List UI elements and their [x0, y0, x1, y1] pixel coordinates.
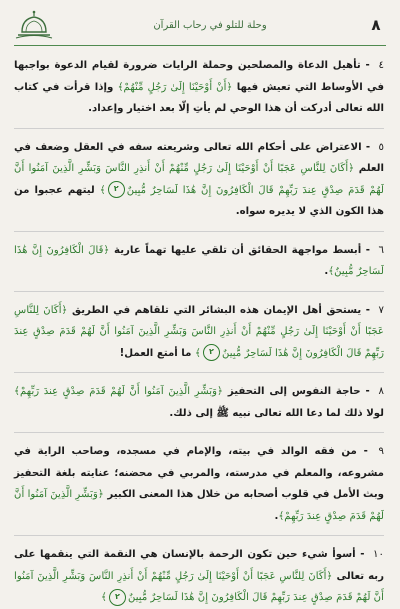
paragraph-7	[14, 544, 384, 609]
paragraph-number: ٨	[378, 386, 384, 397]
paragraph-text: - حاجة النفوس إلى التحفيز	[223, 386, 375, 397]
page-header	[14, 8, 386, 42]
paragraph-text: - أبسط مواجهة الحقائق أن تلقي عليها تهماً عارية	[109, 244, 375, 256]
page-content	[14, 55, 385, 603]
ayah-number-marker: ٢	[203, 344, 220, 361]
page-number: ٨	[371, 16, 381, 34]
quran-verse: ﴿أَكَانَ لِلنَّاسِ عَجَبًا أَنْ أَوْحَيْنَا إِلَىٰ رَجُلٍ مِّنْهُمْ أَنْ أَنذِرِ النَّاسَ وَبَشِّرِ الَّذِينَ آمَنُوا أَنَّ لَهُمْ قَدَمَ صِدْقٍ عِندَ رَبِّهِمْ قَالَ الْكَافِرُونَ إِنَّ هَٰذَا لَسَاحِرٌ مُّبِينٌ	[14, 570, 384, 603]
paragraph-6	[14, 441, 384, 527]
paragraph-text: لولا ذلك لما دعا الله تعالى نبيه ﷺ إلى ذلك.	[169, 407, 384, 419]
ayah-number-marker: ٢	[108, 181, 125, 198]
quran-verse: ﴾	[99, 184, 106, 196]
paragraph-separator	[14, 128, 384, 129]
paragraph-body	[14, 446, 384, 522]
paragraph-text: .	[324, 266, 329, 277]
paragraph-text: - الاعتراض على أحكام الله تعالى وشريعته سفه في العقل وضعف في العلم	[14, 141, 384, 174]
paragraph-separator	[14, 432, 384, 433]
ayah-number-marker: ٢	[109, 589, 126, 606]
header-divider	[14, 45, 386, 46]
paragraph-number: ٦	[378, 244, 384, 256]
paragraph-text: - تأهيل الدعاة والمصلحين وحملة الرايات ضرورة لقيام الدعوة بواجبها في الأوساط التي تعيش فيها	[14, 60, 385, 93]
quran-verse: ﴾	[100, 592, 107, 603]
paragraph-text: - أسوأ شيء حين تكون الرحمة بالإنسان هي النقمة التي ينقمها على ربه تعالى	[14, 549, 384, 582]
quran-verse: ﴾	[194, 347, 201, 359]
paragraph-separator	[14, 231, 384, 232]
paragraph-body	[14, 245, 384, 278]
paragraph-number: ٥	[378, 141, 384, 153]
paragraph-number: ١٠	[373, 549, 384, 560]
paragraph-text: .	[274, 510, 279, 522]
paragraph-number: ٤	[378, 60, 384, 71]
paragraph-body	[14, 305, 384, 359]
paragraph-separator	[14, 535, 384, 536]
paragraph-3	[14, 240, 384, 283]
quran-verse: ﴿وَبَشِّرِ الَّذِينَ آمَنُوا أَنَّ لَهُمْ قَدَمَ صِدْقٍ عِندَ رَبِّهِمْ﴾	[14, 386, 224, 397]
paragraph-5	[14, 381, 384, 424]
paragraph-body	[14, 549, 384, 603]
paragraph-body	[14, 60, 384, 114]
quran-verse: ﴿أَكَانَ لِلنَّاسِ عَجَبًا أَنْ أَوْحَيْنَا إِلَىٰ رَجُلٍ مِّنْهُمْ أَنْ أَنذِرِ النَّاسَ وَبَشِّرِ الَّذِينَ آمَنُوا أَنَّ لَهُمْ قَدَمَ صِدْقٍ عِندَ رَبِّهِمْ قَالَ الْكَافِرُونَ إِنَّ هَٰذَا لَسَاحِرٌ مُّبِينٌ	[14, 304, 384, 359]
paragraph-text: - يستحق أهل الإيمان هذه البشائر التي تلقاهم في الطريق	[67, 304, 375, 316]
quran-verse: ﴿وَبَشِّرِ الَّذِينَ آمَنُوا أَنَّ لَهُمْ قَدَمَ صِدْقٍ عِندَ رَبِّهِمْ﴾	[14, 489, 384, 522]
paragraph-number: ٧	[378, 304, 384, 316]
paragraph-2	[14, 137, 384, 223]
running-title: وحلة للتلو في رحاب القرآن	[153, 19, 267, 31]
paragraph-number: ٩	[378, 446, 384, 457]
paragraph-text: وإذا قرأت في كتاب الله تعالى أدركت أن هذا الوحي لم يأتِ إلّا بعد اختيار وإعداد.	[14, 81, 384, 114]
quran-verse: ﴿أَنْ أَوْحَيْنَا إِلَىٰ رَجُلٍ مِّنْهُمْ﴾	[117, 81, 233, 93]
paragraph-separator	[14, 372, 384, 373]
paragraph-separator	[14, 291, 384, 292]
paragraph-body	[14, 386, 384, 419]
paragraph-1	[14, 55, 384, 120]
paragraph-text: ما أمتع العمل!	[119, 347, 195, 359]
quran-verse: ﴿أَكَانَ لِلنَّاسِ عَجَبًا أَنْ أَوْحَيْنَا إِلَىٰ رَجُلٍ مِّنْهُمْ أَنْ أَنذِرِ النَّاسَ وَبَشِّرِ الَّذِينَ آمَنُوا أَنَّ لَهُمْ قَدَمَ صِدْقٍ عِندَ رَبِّهِمْ قَالَ الْكَافِرُونَ إِنَّ هَٰذَا لَسَاحِرٌ مُّبِينٌ	[14, 163, 384, 196]
mosque-dome-icon	[14, 10, 54, 40]
quran-verse: ﴿قَالَ الْكَافِرُونَ إِنَّ هَٰذَا لَسَاحِرٌ مُّبِينٌ﴾	[14, 244, 384, 277]
paragraph-text: ليتهم عجبوا من هذا الكون الذي لا يديره سواه.	[14, 184, 384, 217]
paragraph-body	[14, 142, 384, 218]
paragraph-text: - من فقه الوالد في بيته، والإمام في مسجده، وصاحب الراية في مشروعه، والمعلم في مدرسته، والمربي في محضنه؛ عنايته بلغة التحفيز وبث الأمل في قلوب أصحابه من خلال هذا المعنى الكبير	[14, 446, 384, 500]
paragraph-4	[14, 300, 384, 365]
